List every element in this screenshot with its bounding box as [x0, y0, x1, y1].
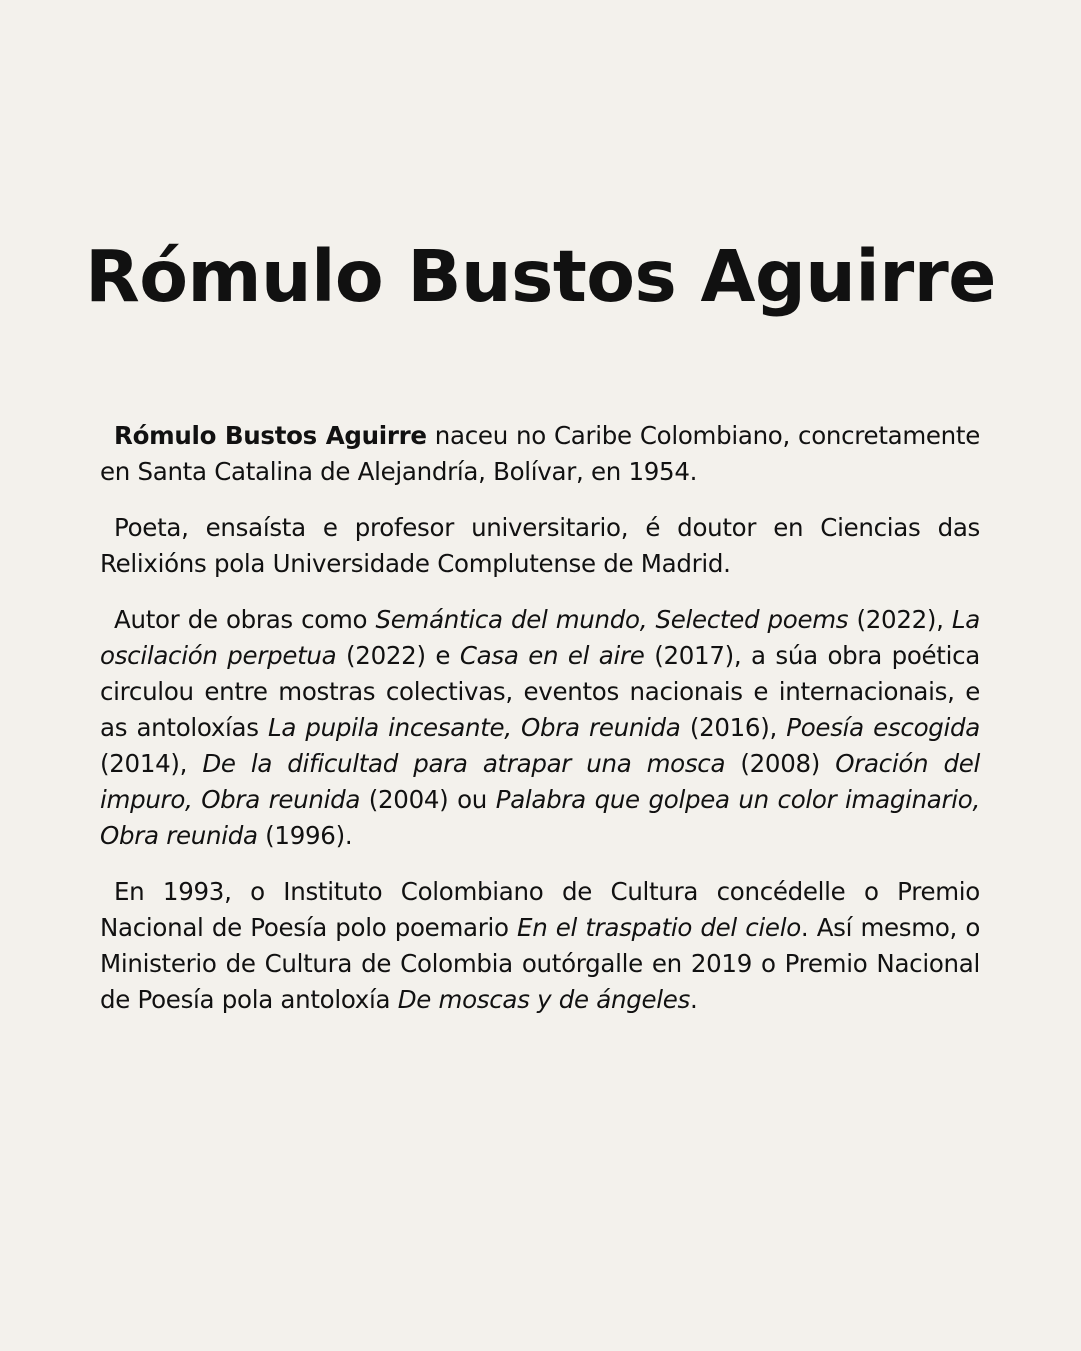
- text-segment: (2014),: [100, 749, 203, 778]
- text-segment: (2004) ou: [360, 785, 496, 814]
- text-segment: naceu no Caribe Colombiano, concretamente en Santa Catalina de Alejandría, Bolívar, en 1954.: [100, 421, 980, 486]
- text-segment: (2022),: [848, 605, 952, 634]
- bio-paragraph-awards: [100, 874, 980, 1018]
- text-segment: (2017), a súa obra poética circulou entre mostras colectivas, eventos nacionais e internacionais, e as antoloxías: [100, 641, 980, 742]
- work-title: Oración del impuro, Obra reunida: [100, 749, 980, 814]
- text-segment: (1996).: [257, 821, 353, 850]
- text-segment: .: [689, 985, 698, 1014]
- work-title: De moscas y de ángeles: [397, 985, 690, 1014]
- work-title: La pupila incesante, Obra reunida: [268, 713, 681, 742]
- text-segment: Poeta, ensaísta e profesor universitario, é doutor en Ciencias das Relixións pola Universidade Complutense de Madrid.: [100, 513, 980, 578]
- work-title: Casa en el aire: [459, 641, 645, 670]
- bio-paragraph-works: [100, 602, 980, 854]
- work-title: Semántica del mundo, Selected poems: [375, 605, 849, 634]
- work-title: La oscilación perpetua: [100, 605, 980, 670]
- bio-paragraph-profession: [100, 510, 980, 582]
- author-name-bold: Rómulo Bustos Aguirre: [114, 421, 427, 450]
- text-segment: (2008): [725, 749, 836, 778]
- work-title: Poesía escogida: [786, 713, 980, 742]
- text-segment: (2022) e: [336, 641, 460, 670]
- biography-text: [100, 418, 980, 1038]
- text-segment: En 1993, o Instituto Colombiano de Cultura concédelle o Premio Nacional de Poesía polo poemario: [100, 877, 980, 942]
- text-segment: (2016),: [680, 713, 787, 742]
- page-title: Rómulo Bustos Aguirre: [85, 235, 996, 318]
- text-segment: . Así mesmo, o Ministerio de Cultura de Colombia outórgalle en 2019 o Premio Nacional de Poesía pola antoloxía: [100, 913, 981, 1014]
- work-title: En el traspatio del cielo: [517, 913, 801, 942]
- work-title: Palabra que golpea un color imaginario, Obra reunida: [100, 785, 980, 850]
- bio-paragraph-birth: [100, 418, 980, 490]
- text-segment: Autor de obras como: [114, 605, 376, 634]
- work-title: De la dificultad para atrapar una mosca: [202, 749, 726, 778]
